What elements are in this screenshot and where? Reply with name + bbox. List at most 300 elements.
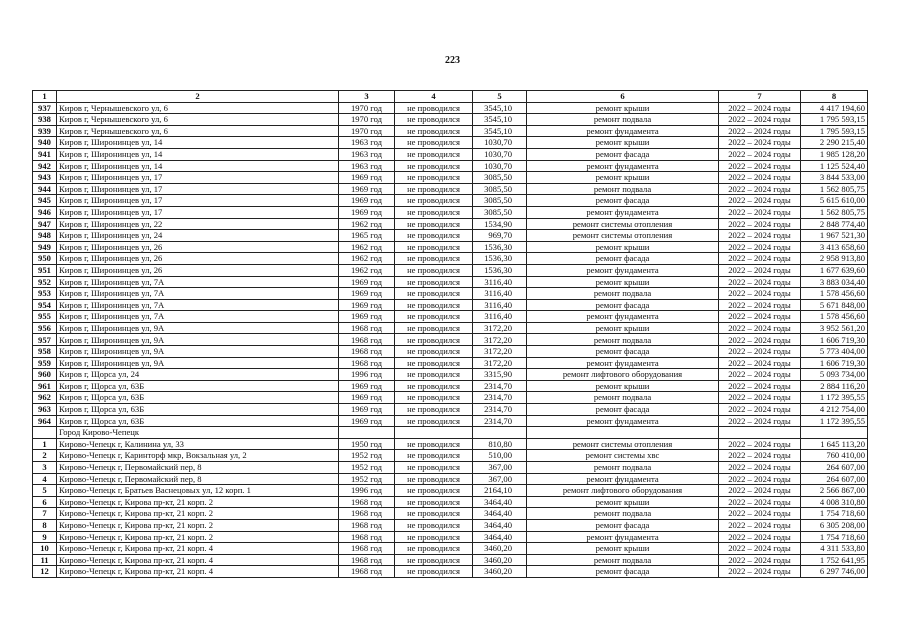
cost-cell: 1 795 593,15 xyxy=(801,114,868,126)
work-type-cell: ремонт крыши xyxy=(527,380,719,392)
work-type-cell: ремонт фундамента xyxy=(527,264,719,276)
work-type-cell: ремонт крыши xyxy=(527,322,719,334)
build-year-cell: 1962 год xyxy=(339,241,395,253)
last-repair-cell: не проводился xyxy=(395,253,473,265)
table-row xyxy=(33,334,868,346)
area-cell: 3545,10 xyxy=(473,114,527,126)
address-cell: Киров г, Щорса ул, 63Б xyxy=(57,404,339,416)
period-cell: 2022 – 2024 годы xyxy=(719,543,801,555)
table-row xyxy=(33,473,868,485)
area-cell: 3464,40 xyxy=(473,519,527,531)
address-cell: Киров г, Чернышевского ул, 6 xyxy=(57,102,339,114)
table-row xyxy=(33,415,868,427)
build-year-cell: 1970 год xyxy=(339,102,395,114)
cost-cell: 4 212 754,00 xyxy=(801,404,868,416)
table-row xyxy=(33,241,868,253)
period-cell: 2022 – 2024 годы xyxy=(719,450,801,462)
period-cell: 2022 – 2024 годы xyxy=(719,496,801,508)
work-type-cell: ремонт лифтового оборудования xyxy=(527,485,719,497)
work-type-cell: ремонт фасада xyxy=(527,566,719,578)
cost-cell: 5 773 404,00 xyxy=(801,346,868,358)
address-cell: Киров г, Широнинцев ул, 14 xyxy=(57,137,339,149)
period-cell: 2022 – 2024 годы xyxy=(719,183,801,195)
last-repair-cell: не проводился xyxy=(395,218,473,230)
address-cell: Киров г, Широнинцев ул, 22 xyxy=(57,218,339,230)
work-type-cell: ремонт крыши xyxy=(527,102,719,114)
work-type-cell: ремонт фасада xyxy=(527,346,719,358)
work-type-cell: ремонт подвала xyxy=(527,114,719,126)
area-cell: 2314,70 xyxy=(473,380,527,392)
row-number-cell: 951 xyxy=(33,264,57,276)
build-year-cell: 1968 год xyxy=(339,334,395,346)
last-repair-cell: не проводился xyxy=(395,288,473,300)
period-cell: 2022 – 2024 годы xyxy=(719,125,801,137)
row-number-cell: 11 xyxy=(33,554,57,566)
work-type-cell: ремонт крыши xyxy=(527,543,719,555)
cost-cell: 1 752 641,95 xyxy=(801,554,868,566)
period-cell: 2022 – 2024 годы xyxy=(719,172,801,184)
row-number-cell: 1 xyxy=(33,438,57,450)
build-year-cell: 1968 год xyxy=(339,543,395,555)
build-year-cell: 1969 год xyxy=(339,183,395,195)
area-cell: 3464,40 xyxy=(473,496,527,508)
address-cell: Киров г, Широнинцев ул, 7А xyxy=(57,299,339,311)
last-repair-cell: не проводился xyxy=(395,438,473,450)
row-number-cell: 954 xyxy=(33,299,57,311)
period-cell: 2022 – 2024 годы xyxy=(719,334,801,346)
table-row xyxy=(33,392,868,404)
cost-cell: 1 795 593,15 xyxy=(801,125,868,137)
table-row xyxy=(33,346,868,358)
cost-cell: 2 290 215,40 xyxy=(801,137,868,149)
last-repair-cell: не проводился xyxy=(395,322,473,334)
empty-cell xyxy=(473,427,527,439)
page-number: 223 xyxy=(445,55,460,66)
row-number-cell: 940 xyxy=(33,137,57,149)
last-repair-cell: не проводился xyxy=(395,404,473,416)
section-title: Город Кирово-Чепецк xyxy=(57,427,339,439)
area-cell: 2314,70 xyxy=(473,415,527,427)
work-type-cell: ремонт фундамента xyxy=(527,473,719,485)
build-year-cell: 1969 год xyxy=(339,380,395,392)
empty-cell xyxy=(719,427,801,439)
table-row xyxy=(33,543,868,555)
build-year-cell: 1969 год xyxy=(339,195,395,207)
table-row xyxy=(33,102,868,114)
address-cell: Кирово-Чепецк г, Кирова пр-кт, 21 корп. 2 xyxy=(57,508,339,520)
area-cell: 2164,10 xyxy=(473,485,527,497)
build-year-cell: 1969 год xyxy=(339,404,395,416)
last-repair-cell: не проводился xyxy=(395,485,473,497)
last-repair-cell: не проводился xyxy=(395,241,473,253)
build-year-cell: 1952 год xyxy=(339,450,395,462)
period-cell: 2022 – 2024 годы xyxy=(719,369,801,381)
table-row xyxy=(33,230,868,242)
table-row xyxy=(33,485,868,497)
last-repair-cell: не проводился xyxy=(395,114,473,126)
row-number-cell: 963 xyxy=(33,404,57,416)
cost-cell: 1 578 456,60 xyxy=(801,288,868,300)
build-year-cell: 1970 год xyxy=(339,125,395,137)
table-row xyxy=(33,554,868,566)
row-number-cell: 953 xyxy=(33,288,57,300)
address-cell: Киров г, Щорса ул, 24 xyxy=(57,369,339,381)
address-cell: Кирово-Чепецк г, Кирова пр-кт, 21 корп. 2 xyxy=(57,496,339,508)
row-number-cell: 939 xyxy=(33,125,57,137)
table-row xyxy=(33,531,868,543)
work-type-cell: ремонт фасада xyxy=(527,404,719,416)
build-year-cell: 1969 год xyxy=(339,311,395,323)
area-cell: 3460,20 xyxy=(473,554,527,566)
period-cell: 2022 – 2024 годы xyxy=(719,404,801,416)
column-header: 8 xyxy=(801,91,868,103)
last-repair-cell: не проводился xyxy=(395,276,473,288)
last-repair-cell: не проводился xyxy=(395,519,473,531)
row-number-cell: 8 xyxy=(33,519,57,531)
period-cell: 2022 – 2024 годы xyxy=(719,566,801,578)
address-cell: Кирово-Чепецк г, Кирова пр-кт, 21 корп. 2 xyxy=(57,519,339,531)
area-cell: 3315,90 xyxy=(473,369,527,381)
row-number-cell: 7 xyxy=(33,508,57,520)
last-repair-cell: не проводился xyxy=(395,543,473,555)
area-cell: 3545,10 xyxy=(473,102,527,114)
row-number-cell: 944 xyxy=(33,183,57,195)
row-number-cell: 962 xyxy=(33,392,57,404)
area-cell: 3460,20 xyxy=(473,566,527,578)
table-row xyxy=(33,357,868,369)
area-cell: 2314,70 xyxy=(473,392,527,404)
row-number-cell: 955 xyxy=(33,311,57,323)
work-type-cell: ремонт крыши xyxy=(527,172,719,184)
row-number-cell: 960 xyxy=(33,369,57,381)
last-repair-cell: не проводился xyxy=(395,531,473,543)
work-type-cell: ремонт крыши xyxy=(527,496,719,508)
work-type-cell: ремонт фундамента xyxy=(527,160,719,172)
address-cell: Киров г, Широнинцев ул, 7А xyxy=(57,311,339,323)
work-type-cell: ремонт фасада xyxy=(527,253,719,265)
address-cell: Киров г, Щорса ул, 63Б xyxy=(57,415,339,427)
address-cell: Кирово-Чепецк г, Кирова пр-кт, 21 корп. 4 xyxy=(57,554,339,566)
cost-cell: 6 297 746,00 xyxy=(801,566,868,578)
row-number-cell: 959 xyxy=(33,357,57,369)
area-cell: 1030,70 xyxy=(473,160,527,172)
row-number-cell: 964 xyxy=(33,415,57,427)
period-cell: 2022 – 2024 годы xyxy=(719,206,801,218)
work-type-cell: ремонт системы хвс xyxy=(527,450,719,462)
row-number-cell: 950 xyxy=(33,253,57,265)
address-cell: Киров г, Широнинцев ул, 9А xyxy=(57,334,339,346)
work-type-cell: ремонт подвала xyxy=(527,183,719,195)
cost-cell: 1 985 128,20 xyxy=(801,148,868,160)
table-row xyxy=(33,369,868,381)
row-number-cell: 957 xyxy=(33,334,57,346)
row-number-cell: 937 xyxy=(33,102,57,114)
build-year-cell: 1968 год xyxy=(339,496,395,508)
address-cell: Киров г, Широнинцев ул, 14 xyxy=(57,160,339,172)
empty-cell xyxy=(395,427,473,439)
row-number-cell: 941 xyxy=(33,148,57,160)
last-repair-cell: не проводился xyxy=(395,125,473,137)
cost-cell: 3 844 533,00 xyxy=(801,172,868,184)
area-cell: 3464,40 xyxy=(473,531,527,543)
address-cell: Киров г, Щорса ул, 63Б xyxy=(57,392,339,404)
table-row xyxy=(33,404,868,416)
table-row xyxy=(33,148,868,160)
last-repair-cell: не проводился xyxy=(395,346,473,358)
last-repair-cell: не проводился xyxy=(395,264,473,276)
cost-cell: 1 172 395,55 xyxy=(801,392,868,404)
address-cell: Кирово-Чепецк г, Кирова пр-кт, 21 корп. 4 xyxy=(57,566,339,578)
period-cell: 2022 – 2024 годы xyxy=(719,253,801,265)
period-cell: 2022 – 2024 годы xyxy=(719,554,801,566)
build-year-cell: 1968 год xyxy=(339,519,395,531)
work-type-cell: ремонт крыши xyxy=(527,241,719,253)
column-header: 5 xyxy=(473,91,527,103)
last-repair-cell: не проводился xyxy=(395,311,473,323)
period-cell: 2022 – 2024 годы xyxy=(719,137,801,149)
last-repair-cell: не проводился xyxy=(395,462,473,474)
address-cell: Киров г, Щорса ул, 63Б xyxy=(57,380,339,392)
cost-cell: 2 958 913,80 xyxy=(801,253,868,265)
row-number-cell: 6 xyxy=(33,496,57,508)
build-year-cell: 1968 год xyxy=(339,322,395,334)
cost-cell: 1 754 718,60 xyxy=(801,531,868,543)
table-row xyxy=(33,311,868,323)
period-cell: 2022 – 2024 годы xyxy=(719,230,801,242)
row-number-cell: 12 xyxy=(33,566,57,578)
area-cell: 3464,40 xyxy=(473,508,527,520)
work-type-cell: ремонт крыши xyxy=(527,137,719,149)
table-row xyxy=(33,264,868,276)
work-type-cell: ремонт лифтового оборудования xyxy=(527,369,719,381)
period-cell: 2022 – 2024 годы xyxy=(719,114,801,126)
table-row xyxy=(33,288,868,300)
row-number-cell: 949 xyxy=(33,241,57,253)
last-repair-cell: не проводился xyxy=(395,230,473,242)
area-cell: 3116,40 xyxy=(473,288,527,300)
address-cell: Кирово-Чепецк г, Кирова пр-кт, 21 корп. 2 xyxy=(57,531,339,543)
address-cell: Кирово-Чепецк г, Братьев Васнецовых ул, 12 корп. 1 xyxy=(57,485,339,497)
last-repair-cell: не проводился xyxy=(395,102,473,114)
address-cell: Киров г, Широнинцев ул, 7А xyxy=(57,276,339,288)
work-type-cell: ремонт фундамента xyxy=(527,357,719,369)
build-year-cell: 1968 год xyxy=(339,566,395,578)
row-number-cell: 943 xyxy=(33,172,57,184)
build-year-cell: 1968 год xyxy=(339,554,395,566)
address-cell: Киров г, Широнинцев ул, 9А xyxy=(57,322,339,334)
table-row xyxy=(33,519,868,531)
build-year-cell: 1952 год xyxy=(339,473,395,485)
area-cell: 969,70 xyxy=(473,230,527,242)
last-repair-cell: не проводился xyxy=(395,380,473,392)
table-row xyxy=(33,496,868,508)
area-cell: 3172,20 xyxy=(473,346,527,358)
work-type-cell: ремонт фасада xyxy=(527,299,719,311)
last-repair-cell: не проводился xyxy=(395,415,473,427)
build-year-cell: 1969 год xyxy=(339,206,395,218)
cost-cell: 2 884 116,20 xyxy=(801,380,868,392)
cost-cell: 1 578 456,60 xyxy=(801,311,868,323)
empty-cell xyxy=(801,427,868,439)
row-number-cell: 952 xyxy=(33,276,57,288)
cost-cell: 5 671 848,00 xyxy=(801,299,868,311)
area-cell: 1536,30 xyxy=(473,241,527,253)
address-cell: Киров г, Широнинцев ул, 26 xyxy=(57,241,339,253)
period-cell: 2022 – 2024 годы xyxy=(719,311,801,323)
table-row xyxy=(33,299,868,311)
build-year-cell: 1950 год xyxy=(339,438,395,450)
row-number-cell: 10 xyxy=(33,543,57,555)
cost-cell: 1 125 524,40 xyxy=(801,160,868,172)
last-repair-cell: не проводился xyxy=(395,172,473,184)
area-cell: 3172,20 xyxy=(473,334,527,346)
build-year-cell: 1963 год xyxy=(339,160,395,172)
period-cell: 2022 – 2024 годы xyxy=(719,288,801,300)
work-type-cell: ремонт фасада xyxy=(527,148,719,160)
row-number-cell: 938 xyxy=(33,114,57,126)
address-cell: Киров г, Широнинцев ул, 17 xyxy=(57,172,339,184)
period-cell: 2022 – 2024 годы xyxy=(719,346,801,358)
build-year-cell: 1962 год xyxy=(339,264,395,276)
area-cell: 510,00 xyxy=(473,450,527,462)
last-repair-cell: не проводился xyxy=(395,137,473,149)
cost-cell: 1 967 521,30 xyxy=(801,230,868,242)
build-year-cell: 1963 год xyxy=(339,148,395,160)
build-year-cell: 1969 год xyxy=(339,392,395,404)
build-year-cell: 1952 год xyxy=(339,462,395,474)
cost-cell: 1 754 718,60 xyxy=(801,508,868,520)
column-header: 2 xyxy=(57,91,339,103)
column-header: 3 xyxy=(339,91,395,103)
build-year-cell: 1962 год xyxy=(339,218,395,230)
work-type-cell: ремонт системы отопления xyxy=(527,218,719,230)
cost-cell: 4 311 533,80 xyxy=(801,543,868,555)
section-row xyxy=(33,427,868,439)
row-number-cell: 946 xyxy=(33,206,57,218)
last-repair-cell: не проводился xyxy=(395,160,473,172)
row-number-cell: 956 xyxy=(33,322,57,334)
area-cell: 3172,20 xyxy=(473,322,527,334)
address-cell: Киров г, Широнинцев ул, 17 xyxy=(57,183,339,195)
table-row xyxy=(33,380,868,392)
cost-cell: 3 952 561,20 xyxy=(801,322,868,334)
table-row xyxy=(33,253,868,265)
column-header: 4 xyxy=(395,91,473,103)
last-repair-cell: не проводился xyxy=(395,195,473,207)
table-row xyxy=(33,462,868,474)
cost-cell: 5 615 610,00 xyxy=(801,195,868,207)
cost-cell: 4 008 310,80 xyxy=(801,496,868,508)
empty-cell xyxy=(527,427,719,439)
area-cell: 3460,20 xyxy=(473,543,527,555)
address-cell: Киров г, Широнинцев ул, 17 xyxy=(57,206,339,218)
address-cell: Кирово-Чепецк г, Кирова пр-кт, 21 корп. 4 xyxy=(57,543,339,555)
address-cell: Киров г, Широнинцев ул, 26 xyxy=(57,264,339,276)
build-year-cell: 1969 год xyxy=(339,415,395,427)
work-type-cell: ремонт крыши xyxy=(527,276,719,288)
build-year-cell: 1969 год xyxy=(339,172,395,184)
build-year-cell: 1968 год xyxy=(339,346,395,358)
work-type-cell: ремонт подвала xyxy=(527,334,719,346)
column-header: 6 xyxy=(527,91,719,103)
period-cell: 2022 – 2024 годы xyxy=(719,531,801,543)
area-cell: 1030,70 xyxy=(473,148,527,160)
cost-cell: 1 606 719,30 xyxy=(801,334,868,346)
period-cell: 2022 – 2024 годы xyxy=(719,241,801,253)
period-cell: 2022 – 2024 годы xyxy=(719,380,801,392)
cost-cell: 3 883 034,40 xyxy=(801,276,868,288)
build-year-cell: 1970 год xyxy=(339,114,395,126)
area-cell: 3545,10 xyxy=(473,125,527,137)
area-cell: 3116,40 xyxy=(473,311,527,323)
cost-cell: 4 417 194,60 xyxy=(801,102,868,114)
period-cell: 2022 – 2024 годы xyxy=(719,519,801,531)
address-cell: Киров г, Широнинцев ул, 9А xyxy=(57,346,339,358)
area-cell: 3085,50 xyxy=(473,172,527,184)
table-row xyxy=(33,438,868,450)
last-repair-cell: не проводился xyxy=(395,450,473,462)
build-year-cell: 1963 год xyxy=(339,137,395,149)
work-type-cell: ремонт фасада xyxy=(527,195,719,207)
table-row xyxy=(33,508,868,520)
area-cell: 367,00 xyxy=(473,462,527,474)
row-number-cell: 9 xyxy=(33,531,57,543)
period-cell: 2022 – 2024 годы xyxy=(719,392,801,404)
work-type-cell: ремонт системы отопления xyxy=(527,438,719,450)
column-header: 1 xyxy=(33,91,57,103)
period-cell: 2022 – 2024 годы xyxy=(719,322,801,334)
row-number-cell: 2 xyxy=(33,450,57,462)
period-cell: 2022 – 2024 годы xyxy=(719,438,801,450)
area-cell: 1534,90 xyxy=(473,218,527,230)
period-cell: 2022 – 2024 годы xyxy=(719,415,801,427)
address-cell: Кирово-Чепецк г, Каринторф мкр, Вокзальная ул, 2 xyxy=(57,450,339,462)
work-type-cell: ремонт подвала xyxy=(527,462,719,474)
table-row xyxy=(33,206,868,218)
last-repair-cell: не проводился xyxy=(395,334,473,346)
table-row xyxy=(33,183,868,195)
last-repair-cell: не проводился xyxy=(395,206,473,218)
table-row xyxy=(33,125,868,137)
period-cell: 2022 – 2024 годы xyxy=(719,102,801,114)
area-cell: 3116,40 xyxy=(473,299,527,311)
table-row xyxy=(33,172,868,184)
area-cell: 3085,50 xyxy=(473,206,527,218)
period-cell: 2022 – 2024 годы xyxy=(719,462,801,474)
address-cell: Киров г, Чернышевского ул, 6 xyxy=(57,125,339,137)
build-year-cell: 1969 год xyxy=(339,288,395,300)
address-cell: Киров г, Широнинцев ул, 26 xyxy=(57,253,339,265)
last-repair-cell: не проводился xyxy=(395,508,473,520)
cost-cell: 3 413 658,60 xyxy=(801,241,868,253)
table-row xyxy=(33,114,868,126)
table-row xyxy=(33,450,868,462)
area-cell: 3116,40 xyxy=(473,276,527,288)
work-type-cell: ремонт подвала xyxy=(527,554,719,566)
work-type-cell: ремонт фасада xyxy=(527,519,719,531)
address-cell: Кирово-Чепецк г, Первомайский пер, 8 xyxy=(57,462,339,474)
work-type-cell: ремонт фундамента xyxy=(527,125,719,137)
area-cell: 3085,50 xyxy=(473,195,527,207)
period-cell: 2022 – 2024 годы xyxy=(719,195,801,207)
area-cell: 1536,30 xyxy=(473,264,527,276)
period-cell: 2022 – 2024 годы xyxy=(719,218,801,230)
cost-cell: 2 848 774,40 xyxy=(801,218,868,230)
table-row xyxy=(33,160,868,172)
last-repair-cell: не проводился xyxy=(395,554,473,566)
area-cell: 810,80 xyxy=(473,438,527,450)
address-cell: Киров г, Широнинцев ул, 9А xyxy=(57,357,339,369)
